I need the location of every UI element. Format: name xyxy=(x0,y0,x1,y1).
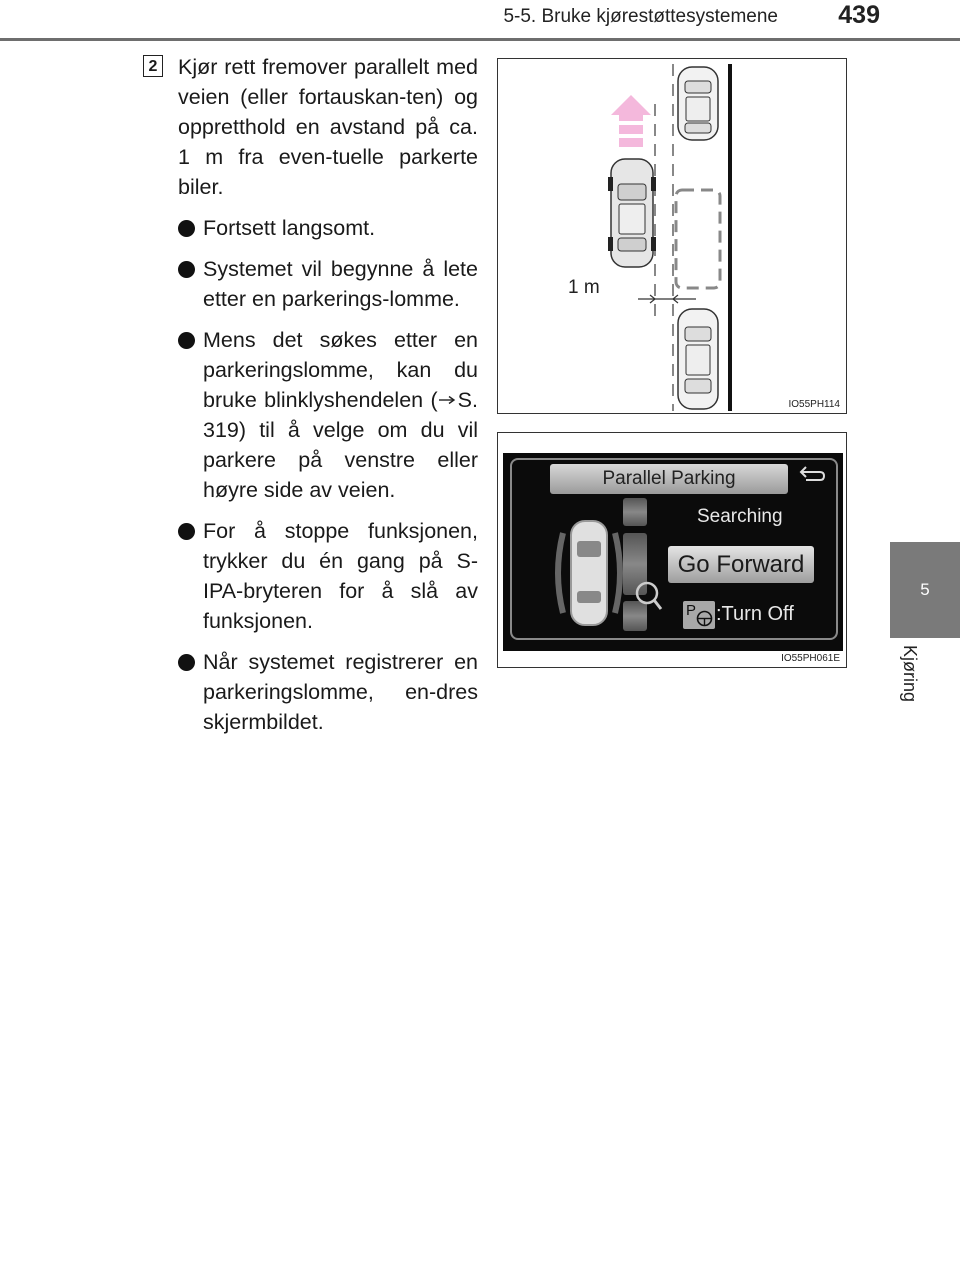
section-title: 5-5. Bruke kjørestøttesystemene xyxy=(503,6,778,27)
bullet-text: For å stoppe funksjonen, trykker du én gang på S-IPA-bryteren for å slå av funksjonen. xyxy=(203,519,478,633)
bullet-text: Fortsett langsomt. xyxy=(203,216,376,240)
chapter-tab xyxy=(890,542,960,638)
parked-car-front-icon xyxy=(678,67,718,140)
parked-car-rear-icon xyxy=(678,309,718,409)
car-sensor-graphic xyxy=(543,513,663,633)
chapter-label: Kjøring xyxy=(900,645,920,703)
page-reference-link[interactable]: S. 319 xyxy=(203,388,478,442)
bullet-text-after: ) til å velge om du vil parkere på venstre eller høyre side av veien. xyxy=(203,418,478,502)
parking-space xyxy=(676,190,720,288)
bullet-icon xyxy=(178,220,195,237)
instruction-box: Go Forward xyxy=(668,546,814,583)
bullet-icon xyxy=(178,654,195,671)
screen-title: Parallel Parking xyxy=(550,464,788,494)
distance-label: 1 m xyxy=(568,277,600,298)
steering-wheel-icon xyxy=(696,610,713,627)
parking-diagram xyxy=(497,58,847,414)
step-text-column xyxy=(178,52,478,748)
bullet-item xyxy=(178,516,478,636)
car-top-view-icon xyxy=(571,521,607,625)
forward-arrow-icon xyxy=(611,95,651,147)
bullet-text: Når systemet registrerer en parkeringslomme, en-dres skjermbildet. xyxy=(203,650,478,734)
parking-diagram-drawing xyxy=(498,59,847,414)
right-sensor-arc-icon xyxy=(615,533,620,613)
figure-code: IO55PH114 xyxy=(788,399,840,410)
bullet-item xyxy=(178,213,478,243)
turn-off-text: :Turn Off xyxy=(716,603,794,625)
multi-info-display xyxy=(503,453,843,651)
bullet-text: Systemet vil begynne å lete etter en parkerings-lomme. xyxy=(203,257,478,311)
bullet-item xyxy=(178,254,478,314)
bullet-list xyxy=(178,213,478,737)
back-arrow-icon[interactable] xyxy=(794,464,828,486)
p-label: P xyxy=(686,602,697,619)
figure-code: IO55PH061E xyxy=(781,653,840,664)
status-text: Searching xyxy=(697,506,783,527)
step-number: 2 xyxy=(143,55,163,77)
bullet-icon xyxy=(178,261,195,278)
left-sensor-arc-icon xyxy=(558,533,563,613)
bullet-text-before: Mens det søkes etter en parkeringslomme, kan du bruke blinklyshendelen ( xyxy=(203,328,478,412)
bullet-icon xyxy=(178,332,195,349)
reference-arrow-icon xyxy=(438,383,458,413)
display-screen-figure xyxy=(497,432,847,668)
chapter-number: 5 xyxy=(920,580,930,599)
page-number: 439 xyxy=(838,1,880,29)
bullet-item xyxy=(178,647,478,737)
sipa-switch-icon xyxy=(683,601,715,629)
step-instruction: Kjør rett fremover parallelt med veien (eller fortauskan-ten) og oppretthold en avstand på ca. 1 m fra even-tuelle parkerte biler. xyxy=(178,55,478,199)
page-header xyxy=(0,0,960,42)
bullet-icon xyxy=(178,523,195,540)
bullet-item xyxy=(178,325,478,505)
chapter-label-wrap xyxy=(892,645,922,725)
own-car-icon xyxy=(608,159,656,267)
header-rule xyxy=(0,38,960,41)
